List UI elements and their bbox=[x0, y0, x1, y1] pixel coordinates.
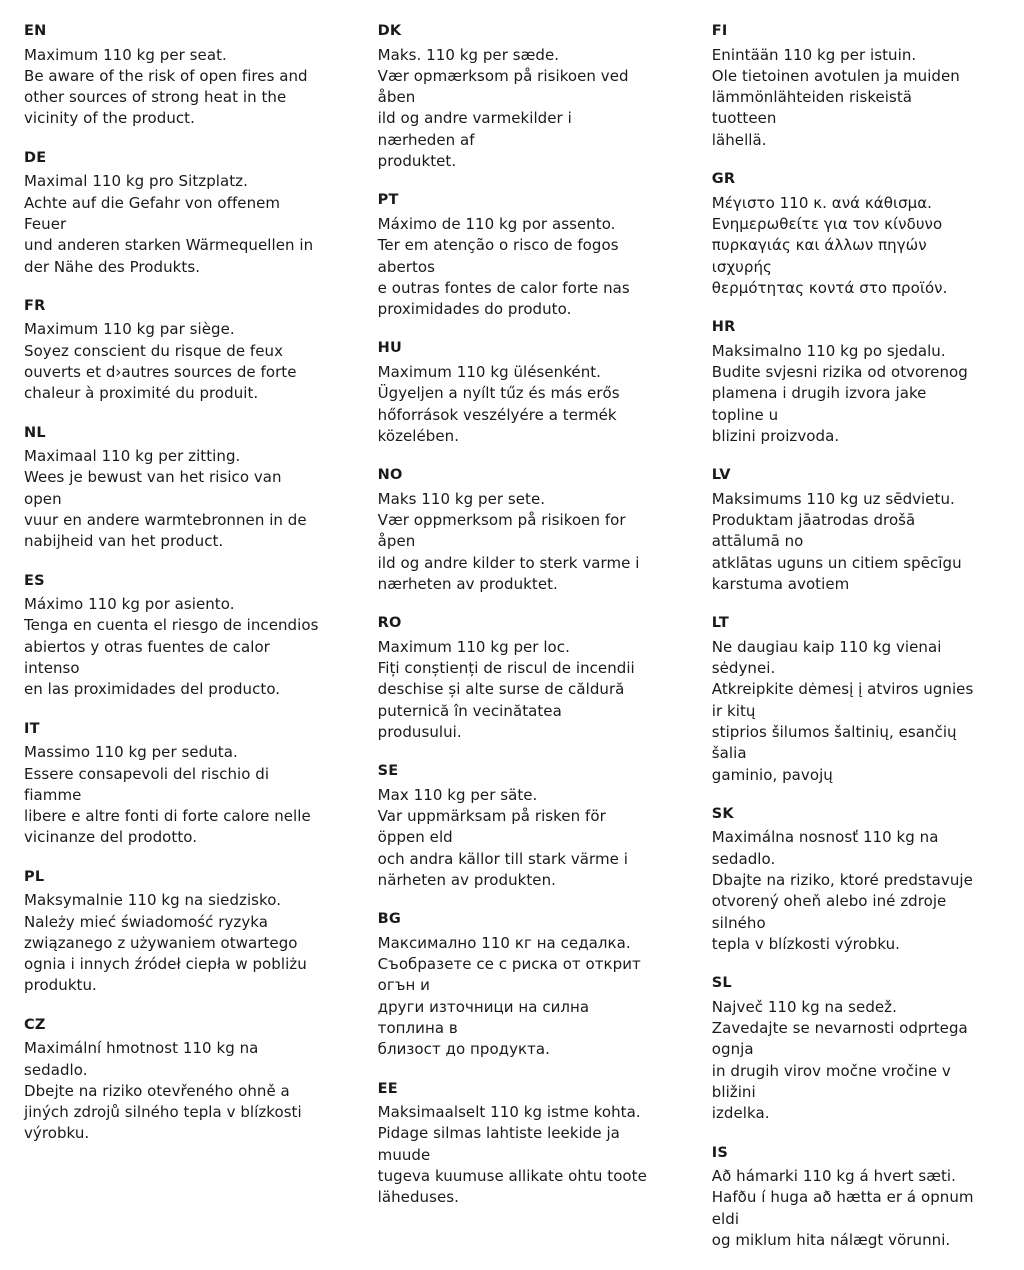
warning-text-line: Maximální hmotnost 110 kg na sedadlo. bbox=[24, 1039, 259, 1079]
warning-text-line: vicinity of the product. bbox=[24, 109, 195, 128]
warning-text-line: Vær oppmerksom på risikoen for åpen bbox=[377, 511, 626, 551]
warning-text-line: Pidage silmas lahtiste leekide ja muude bbox=[377, 1124, 620, 1164]
warning-text-line: other sources of strong heat in the bbox=[24, 88, 287, 107]
language-entry bbox=[24, 1016, 322, 1145]
warning-text-line: vuur en andere warmtebronnen in de bbox=[24, 511, 307, 529]
warning-text-line: nabijheid van het product. bbox=[24, 532, 224, 551]
language-column-1 bbox=[20, 22, 348, 1164]
warning-text-line: Fiți conștienți de riscul de incendii bbox=[377, 659, 635, 678]
warning-text-line: πυρκαγιάς και άλλων πηγών ισχυρής bbox=[711, 236, 927, 276]
warning-text-line: tepla v blízkosti výrobku. bbox=[711, 934, 900, 953]
warning-text-line: Wees je bewust van het risico van open bbox=[24, 468, 282, 508]
language-code: NO bbox=[377, 467, 403, 484]
warning-text-line: Maximal 110 kg pro Sitzplatz. bbox=[24, 172, 248, 191]
warning-text-line: Ügyeljen a nyílt tűz és más erős bbox=[377, 384, 620, 403]
warning-text-line: Essere consapevoli del rischio di fiamme bbox=[24, 764, 270, 804]
language-code: NL bbox=[24, 424, 46, 441]
warning-text-line: Μέγιστο 110 κ. ανά κάθισμα. bbox=[711, 193, 933, 212]
warning-text-line: jiných zdrojů silného tepla v blízkosti bbox=[24, 1103, 302, 1122]
language-code: LV bbox=[711, 467, 731, 484]
warning-text-line: og miklum hita nálægt vörunni. bbox=[711, 1230, 951, 1249]
warning-text-line: lähellä. bbox=[711, 130, 767, 149]
warning-text-line: Največ 110 kg na sedež. bbox=[711, 997, 897, 1016]
language-column-2 bbox=[348, 22, 676, 1228]
warning-text-line: Atkreipkite dėmesį į atviros ugnies ir kitų bbox=[711, 680, 974, 720]
warning-text-line: der Nähe des Produkts. bbox=[24, 257, 201, 276]
warning-text-line: ouverts et d›autres sources de forte bbox=[24, 362, 297, 381]
warning-text-line: und anderen starken Wärmequellen in bbox=[24, 236, 314, 255]
language-entry bbox=[24, 424, 322, 553]
language-code: DE bbox=[24, 149, 47, 166]
warning-text-line: e outras fontes de calor forte nas bbox=[377, 278, 630, 297]
warning-text-line: Maximum 110 kg par siège. bbox=[24, 320, 235, 339]
language-entry bbox=[378, 466, 650, 595]
warning-text-line: Produktam jāatrodas drošā attālumā no bbox=[711, 511, 916, 551]
warning-text-line: Zavedajte se nevarnosti odprtega ognja bbox=[711, 1019, 968, 1059]
warning-text-line: Maximaal 110 kg per zitting. bbox=[24, 447, 241, 466]
language-code: FR bbox=[24, 297, 46, 314]
warning-text-line: Ne daugiau kaip 110 kg vienai sėdynei. bbox=[711, 637, 942, 678]
warning-text-line: Maksimaalselt 110 kg istme kohta. bbox=[377, 1103, 641, 1122]
language-entry bbox=[24, 572, 322, 701]
warning-text-line: en las proximidades del producto. bbox=[24, 680, 281, 699]
language-code: PL bbox=[24, 868, 45, 885]
warning-text-line: Ter em atenção o risco de fogos abertos bbox=[377, 236, 619, 276]
warning-text-line: Maksymalnie 110 kg na siedzisko. bbox=[24, 891, 282, 910]
language-entry bbox=[712, 466, 978, 595]
language-code: PT bbox=[377, 192, 399, 209]
language-code: FI bbox=[711, 23, 728, 39]
warning-text-line: atklātas uguns un citiem spēcīgu bbox=[711, 553, 962, 572]
warning-text-line: Maks. 110 kg per sæde. bbox=[377, 45, 560, 64]
warning-text-line: Enintään 110 kg per istuin. bbox=[711, 45, 917, 64]
warning-text-line: Vær opmærksom på risikoen ved åben bbox=[377, 66, 629, 107]
warning-text-line: Maximum 110 kg ülésenként. bbox=[377, 362, 601, 381]
warning-text-line: otvorený oheň alebo iné zdroje silného bbox=[711, 892, 947, 932]
warning-text-line: Máximo de 110 kg por assento. bbox=[377, 214, 616, 233]
language-entry bbox=[712, 614, 978, 786]
warning-text-line: ild og andre varmekilder i nærheden af bbox=[377, 109, 572, 149]
language-code: HR bbox=[711, 319, 736, 336]
language-entry bbox=[378, 614, 650, 743]
warning-text-line: други източници на силна топлина в bbox=[377, 997, 590, 1038]
warning-text-line: Budite svjesni rizika od otvorenog bbox=[711, 362, 968, 381]
language-entry bbox=[24, 297, 322, 405]
warning-text-line: Var uppmärksam på risken för öppen eld bbox=[377, 807, 606, 847]
language-code: HU bbox=[377, 340, 402, 357]
warning-text-line: Dbejte na riziko otevřeného ohně a bbox=[24, 1081, 290, 1100]
language-code: ES bbox=[24, 572, 45, 589]
warning-text-line: gaminio, pavojų bbox=[711, 765, 833, 784]
warning-text-line: Максимално 110 кг на седалка. bbox=[377, 933, 631, 952]
warning-text-line: läheduses. bbox=[377, 1188, 459, 1207]
warning-text-line: tugeva kuumuse allikate ohtu toote bbox=[377, 1167, 647, 1186]
language-entry bbox=[712, 170, 978, 299]
language-code: EN bbox=[24, 23, 47, 39]
language-code: LT bbox=[711, 615, 729, 632]
warning-text-line: близост до продукта. bbox=[377, 1040, 550, 1059]
warning-text-line: ild og andre kilder to sterk varme i bbox=[377, 553, 640, 572]
warning-text-line: Ενημερωθείτε για τον κίνδυνο bbox=[711, 214, 943, 233]
warning-text-line: lämmönlähteiden riskeistä tuotteen bbox=[711, 88, 913, 128]
language-entry bbox=[378, 22, 650, 172]
language-entry bbox=[712, 1144, 978, 1252]
warning-text-line: izdelka. bbox=[711, 1104, 770, 1123]
language-entry bbox=[24, 22, 322, 130]
warning-text-line: výrobku. bbox=[24, 1124, 90, 1143]
language-entry bbox=[24, 720, 322, 849]
warning-text-line: stiprios šilumos šaltinių, esančių šalia bbox=[711, 722, 957, 763]
warning-text-line: Maximálna nosnosť 110 kg na sedadlo. bbox=[711, 828, 939, 868]
language-entry bbox=[378, 1080, 650, 1209]
language-entry bbox=[24, 149, 322, 278]
warning-text-line: ognia i innych źródeł ciepła w pobliżu bbox=[24, 955, 307, 974]
language-entry bbox=[378, 910, 650, 1060]
warning-text-line: närheten av produkten. bbox=[377, 870, 556, 889]
warning-text-line: produktu. bbox=[24, 976, 97, 995]
warning-text-line: abiertos y otras fuentes de calor intenso bbox=[24, 637, 270, 678]
warning-text-line: Max 110 kg per säte. bbox=[377, 785, 538, 804]
warning-text-line: Maximum 110 kg per loc. bbox=[377, 637, 570, 656]
warning-text-line: Maksimalno 110 kg po sjedalu. bbox=[711, 341, 946, 360]
language-code: EE bbox=[377, 1080, 398, 1097]
warning-text-line: Należy mieć świadomość ryzyka bbox=[24, 912, 268, 931]
warning-text-line: in drugih virov močne vročine v bližini bbox=[711, 1061, 951, 1101]
language-entry bbox=[378, 191, 650, 320]
warning-text-line: Tenga en cuenta el riesgo de incendios bbox=[24, 616, 319, 635]
language-entry bbox=[24, 868, 322, 997]
language-code: CZ bbox=[24, 1016, 46, 1033]
warning-text-line: plamena i drugih izvora jake topline u bbox=[711, 384, 927, 424]
warning-text-line: Maksimums 110 kg uz sēdvietu. bbox=[711, 489, 955, 508]
warning-text-line: Máximo 110 kg por asiento. bbox=[24, 595, 235, 614]
language-code: DK bbox=[377, 23, 402, 39]
language-entry bbox=[712, 805, 978, 955]
language-code: GR bbox=[711, 171, 736, 188]
language-entry bbox=[378, 762, 650, 891]
language-entry bbox=[712, 974, 978, 1124]
warning-text-line: karstuma avotiem bbox=[711, 574, 850, 593]
warning-text-line: produktet. bbox=[377, 152, 457, 171]
warning-text-line: deschise și alte surse de căldură bbox=[377, 680, 625, 699]
warning-text-line: Be aware of the risk of open fires and bbox=[24, 66, 308, 85]
warning-text-line: Að hámarki 110 kg á hvert sæti. bbox=[711, 1167, 956, 1186]
warning-text-line: Съобразете се с риска от открит огън и bbox=[377, 955, 641, 995]
warning-text-line: chaleur à proximité du produit. bbox=[24, 384, 259, 403]
warning-text-line: puternică în vecinătatea produsului. bbox=[377, 701, 562, 741]
warning-text-line: Maks 110 kg per sete. bbox=[377, 489, 546, 508]
warning-text-line: blizini proizvoda. bbox=[711, 426, 840, 445]
warning-text-line: och andra källor till stark värme i bbox=[377, 849, 628, 868]
language-code: RO bbox=[377, 615, 402, 632]
warning-text-line: związanego z używaniem otwartego bbox=[24, 933, 298, 952]
language-entry bbox=[712, 22, 978, 151]
language-code: BG bbox=[377, 911, 402, 928]
warning-text-line: Soyez conscient du risque de feux bbox=[24, 341, 284, 360]
language-code: SL bbox=[711, 975, 732, 992]
language-columns bbox=[20, 22, 1004, 1270]
language-entry bbox=[378, 339, 650, 447]
warning-text-line: Achte auf die Gefahr von offenem Feuer bbox=[24, 193, 281, 233]
warning-text-line: vicinanze del prodotto. bbox=[24, 828, 198, 847]
language-code: SE bbox=[377, 763, 399, 780]
warning-text-line: θερμότητας κοντά στο προϊόν. bbox=[711, 278, 948, 297]
language-code: IT bbox=[24, 720, 40, 737]
language-column-3 bbox=[676, 22, 1004, 1270]
warning-text-line: Dbajte na riziko, ktoré predstavuje bbox=[711, 870, 973, 889]
warning-text-line: hőforrások veszélyére a termék bbox=[377, 405, 617, 424]
warning-text-line: közelében. bbox=[377, 426, 460, 445]
warning-text-line: proximidades do produto. bbox=[377, 300, 572, 319]
warning-text-line: Massimo 110 kg per seduta. bbox=[24, 743, 238, 762]
warning-text-line: Hafðu í huga að hætta er á opnum eldi bbox=[711, 1188, 974, 1228]
warning-text-line: Maximum 110 kg per seat. bbox=[24, 45, 227, 64]
language-code: SK bbox=[711, 805, 734, 822]
warning-text-line: libere e altre fonti di forte calore nelle bbox=[24, 807, 311, 826]
warning-text-line: nærheten av produktet. bbox=[377, 574, 558, 593]
language-code: IS bbox=[711, 1144, 729, 1161]
language-entry bbox=[712, 318, 978, 447]
warning-text-line: Ole tietoinen avotulen ja muiden bbox=[711, 66, 960, 85]
